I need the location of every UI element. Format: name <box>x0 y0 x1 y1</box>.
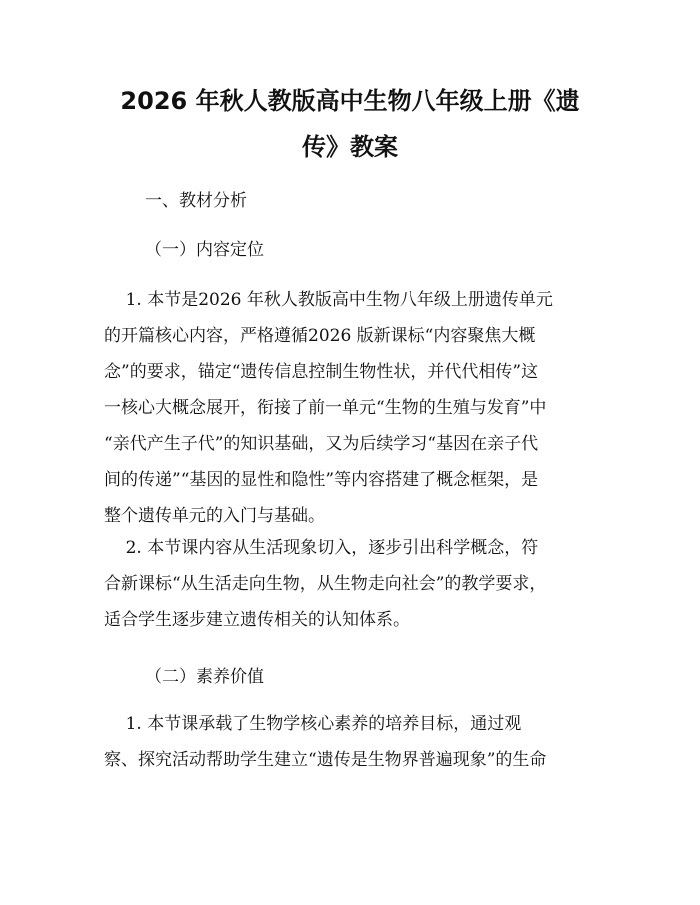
subsection-heading-content-positioning: （一）内容定位 <box>145 240 264 260</box>
paragraph-line: 间的传递”“基因的显性和隐性”等内容搭建了概念框架，是 <box>104 470 539 490</box>
paragraph-line: 1. 本节课承载了生物学核心素养的培养目标，通过观 <box>104 714 522 734</box>
paragraph-line: 一核心大概念展开，衔接了前一单元“生物的生殖与发育”中 <box>104 398 547 418</box>
document-title-line-1: 2026 年秋人教版高中生物八年级上册《遗 <box>120 87 580 115</box>
paragraph-content-positioning-1 <box>104 282 604 534</box>
paragraph-line: 适合学生逐步建立遗传相关的认知体系。 <box>104 610 410 630</box>
paragraph-line: 的开篇核心内容，严格遵循2026 版新课标“内容聚焦大概 <box>104 326 536 346</box>
paragraph-line: 整个遗传单元的入门与基础。 <box>104 506 325 526</box>
document-title-line-2: 传》教案 <box>302 133 398 161</box>
paragraph-line: “亲代产生子代”的知识基础，又为后续学习“基因在亲子代 <box>104 434 539 454</box>
subsection-heading-literacy-value: （二）素养价值 <box>145 667 264 687</box>
paragraph-line: 合新课标“从生活走向生物，从生物走向社会”的教学要求， <box>104 574 547 594</box>
paragraph-line: 察、探究活动帮助学生建立“遗传是生物界普遍现象”的生命 <box>104 750 547 770</box>
section-heading-textbook-analysis: 一、教材分析 <box>145 191 247 211</box>
paragraph-line: 1. 本节是2026 年秋人教版高中生物八年级上册遗传单元 <box>104 290 553 310</box>
paragraph-line: 念”的要求，锚定“遗传信息控制生物性状，并代代相传”这 <box>104 362 539 382</box>
paragraph-content-positioning-2 <box>104 530 604 638</box>
paragraph-literacy-value-1 <box>104 706 604 778</box>
paragraph-line: 2. 本节课内容从生活现象切入，逐步引出科学概念，符 <box>104 538 539 558</box>
